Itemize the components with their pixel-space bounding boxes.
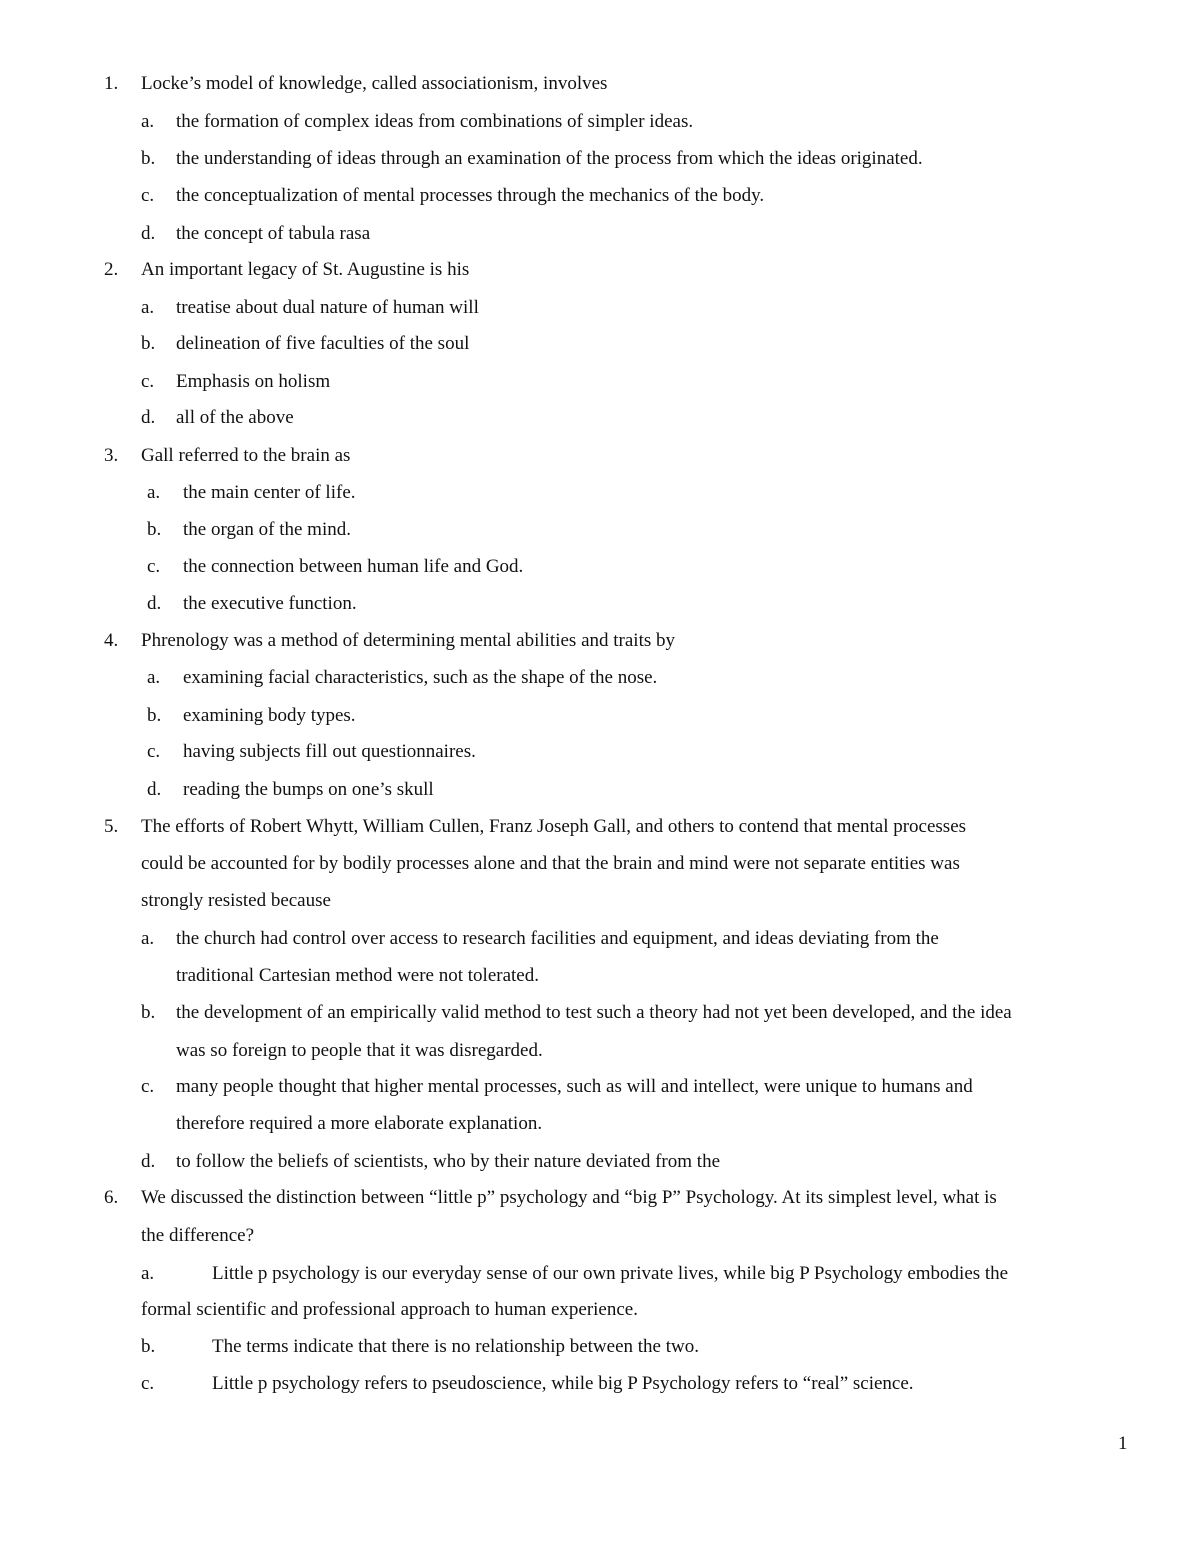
option-letter: c.	[141, 1076, 155, 1097]
question-text: Gall referred to the brain as	[141, 445, 351, 466]
option-letter: b.	[147, 705, 162, 726]
option-letter: a.	[141, 111, 155, 132]
page-number: 1	[1118, 1433, 1128, 1454]
option-text-line-1: many people thought that higher mental processes, such as will and intellect, were unique to humans and	[176, 1076, 973, 1097]
option-letter: b.	[141, 1336, 156, 1357]
option-text-line-2: was so foreign to people that it was disregarded.	[176, 1040, 543, 1061]
question-text: Locke’s model of knowledge, called associationism, involves	[141, 73, 608, 94]
option-letter: d.	[147, 593, 162, 614]
question-number: 6.	[104, 1187, 119, 1208]
option-letter: d.	[141, 407, 156, 428]
question-number: 1.	[104, 73, 119, 94]
option-text: delineation of five faculties of the soul	[176, 333, 470, 354]
question-text-line-1: We discussed the distinction between “little p” psychology and “big P” Psychology. At its simplest level, what is	[141, 1187, 997, 1208]
option-text-line-1: Little p psychology is our everyday sense of our own private lives, while big P Psychology embodies the	[212, 1263, 1009, 1284]
option-letter: c.	[147, 741, 161, 762]
option-letter: c.	[141, 371, 155, 392]
option-letter: d.	[141, 223, 156, 244]
question-text-line-3: strongly resisted because	[141, 890, 331, 911]
option-text-line-2: formal scientific and professional approach to human experience.	[141, 1299, 638, 1320]
option-letter: b.	[147, 519, 162, 540]
option-text-line-2: therefore required a more elaborate explanation.	[176, 1113, 543, 1134]
option-text-line-1: the development of an empirically valid method to test such a theory had not yet been developed, and the idea	[176, 1002, 1012, 1023]
question-text: An important legacy of St. Augustine is his	[141, 259, 470, 280]
option-text: Emphasis on holism	[176, 371, 331, 392]
option-text: treatise about dual nature of human will	[176, 297, 479, 318]
option-letter: c.	[147, 556, 161, 577]
option-letter: a.	[147, 667, 161, 688]
option-text: the organ of the mind.	[183, 519, 351, 540]
question-number: 4.	[104, 630, 119, 651]
option-letter: a.	[147, 482, 161, 503]
question-text-line-2: could be accounted for by bodily processes alone and that the brain and mind were not separate entities was	[141, 853, 960, 874]
option-letter: d.	[147, 779, 162, 800]
option-text: having subjects fill out questionnaires.	[183, 741, 476, 762]
question-text-line-2: the difference?	[141, 1225, 255, 1246]
option-text: the conceptualization of mental processes through the mechanics of the body.	[176, 185, 765, 206]
option-letter: c.	[141, 1373, 155, 1394]
question-number: 5.	[104, 816, 119, 837]
option-text: reading the bumps on one’s skull	[183, 779, 434, 800]
option-text: the executive function.	[183, 593, 357, 614]
option-text: The terms indicate that there is no relationship between the two.	[212, 1336, 699, 1357]
option-text: to follow the beliefs of scientists, who by their nature deviated from the	[176, 1151, 720, 1172]
question-text-line-1: The efforts of Robert Whytt, William Cullen, Franz Joseph Gall, and others to contend that mental processes	[141, 816, 967, 837]
option-text: Little p psychology refers to pseudoscience, while big P Psychology refers to “real” science.	[212, 1373, 914, 1394]
option-text-line-1: the church had control over access to research facilities and equipment, and ideas deviating from the	[176, 928, 939, 949]
option-text: examining facial characteristics, such as the shape of the nose.	[183, 667, 658, 688]
option-text: examining body types.	[183, 705, 356, 726]
option-letter: b.	[141, 148, 156, 169]
option-letter: a.	[141, 297, 155, 318]
option-text-line-2: traditional Cartesian method were not tolerated.	[176, 965, 539, 986]
option-letter: b.	[141, 1002, 156, 1023]
option-text: all of the above	[176, 407, 294, 428]
option-letter: a.	[141, 1263, 155, 1284]
option-text: the understanding of ideas through an examination of the process from which the ideas originated.	[176, 148, 923, 169]
option-text: the concept of tabula rasa	[176, 223, 371, 244]
option-letter: c.	[141, 185, 155, 206]
option-text: the formation of complex ideas from combinations of simpler ideas.	[176, 111, 694, 132]
question-text: Phrenology was a method of determining mental abilities and traits by	[141, 630, 675, 651]
question-number: 2.	[104, 259, 119, 280]
option-text: the connection between human life and God.	[183, 556, 524, 577]
option-text: the main center of life.	[183, 482, 356, 503]
option-letter: a.	[141, 928, 155, 949]
option-letter: d.	[141, 1151, 156, 1172]
option-letter: b.	[141, 333, 156, 354]
question-number: 3.	[104, 445, 119, 466]
